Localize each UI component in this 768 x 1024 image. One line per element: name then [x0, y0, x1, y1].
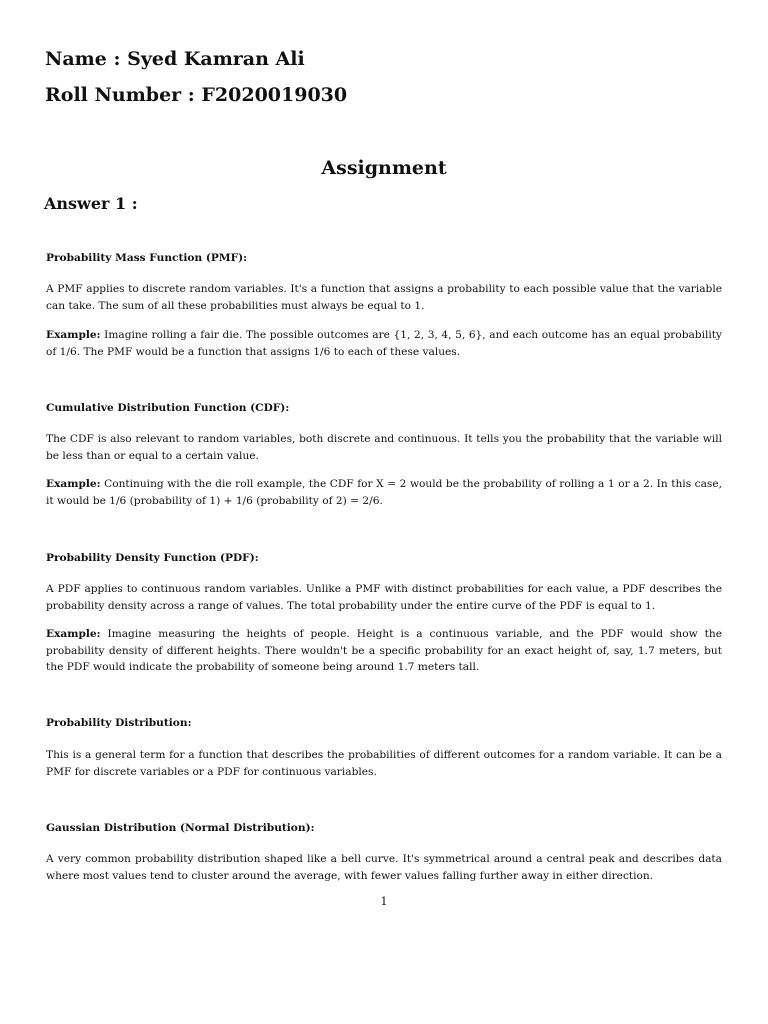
- answer-label: Answer 1 :: [44, 194, 138, 213]
- pdf-text: A PDF applies to continuous random variables. Unlike a PMF with distinct probabilities for each value, a PDF describes the probability density across a range of values. The total probability under the entire curve of the PDF is equal to 1.: [46, 583, 722, 612]
- roll-number: Roll Number : F2020019030: [45, 84, 348, 106]
- pmf-example: [46, 327, 722, 360]
- pmf-example-text: Imagine rolling a fair die. The possible outcomes are {1, 2, 3, 4, 5, 6}, and each outcome has an equal probability of 1/6. The PMF would be a function that assigns 1/6 to each of these values.: [46, 329, 722, 358]
- gaussian-text: A very common probability distribution shaped like a bell curve. It's symmetrical around a central peak and describes data where most values tend to cluster around the average, with fewer values falling further away in either direction.: [46, 853, 722, 882]
- pmf-example-label: Example:: [46, 329, 101, 341]
- distribution-heading: Probability Distribution:: [46, 717, 192, 729]
- gaussian-heading: Gaussian Distribution (Normal Distribution):: [46, 822, 315, 834]
- pdf-heading: Probability Density Function (PDF):: [46, 552, 259, 564]
- cdf-example: [46, 476, 722, 509]
- assignment-title: Assignment: [321, 157, 447, 179]
- pdf-example-text: Imagine measuring the heights of people. Height is a continuous variable, and the PDF would show the probability density of different heights. There wouldn't be a specific probability for an exact height of, say, 1.7 meters, but the PDF would indicate the probability of someone being around 1.7 meters tall.: [46, 628, 722, 673]
- student-name: Name : Syed Kamran Ali: [45, 48, 305, 70]
- pdf-example: [46, 626, 722, 676]
- cdf-heading: Cumulative Distribution Function (CDF):: [46, 402, 290, 414]
- pmf-heading: Probability Mass Function (PMF):: [46, 252, 248, 264]
- page-number: 1: [380, 895, 388, 908]
- cdf-example-label: Example:: [46, 478, 101, 490]
- distribution-text: This is a general term for a function that describes the probabilities of different outcomes for a random variable. It can be a PMF for discrete variables or a PDF for continuous variables.: [46, 749, 722, 778]
- cdf-text: The CDF is also relevant to random variables, both discrete and continuous. It tells you the probability that the variable will be less than or equal to a certain value.: [46, 433, 722, 462]
- pdf-example-label: Example:: [46, 628, 101, 640]
- pmf-text: A PMF applies to discrete random variables. It's a function that assigns a probability to each possible value that the variable can take. The sum of all these probabilities must always be equal to 1.: [46, 283, 722, 312]
- cdf-example-text: Continuing with the die roll example, the CDF for X = 2 would be the probability of rolling a 1 or a 2. In this case, it would be 1/6 (probability of 1) + 1/6 (probability of 2) = 2/6.: [46, 478, 722, 507]
